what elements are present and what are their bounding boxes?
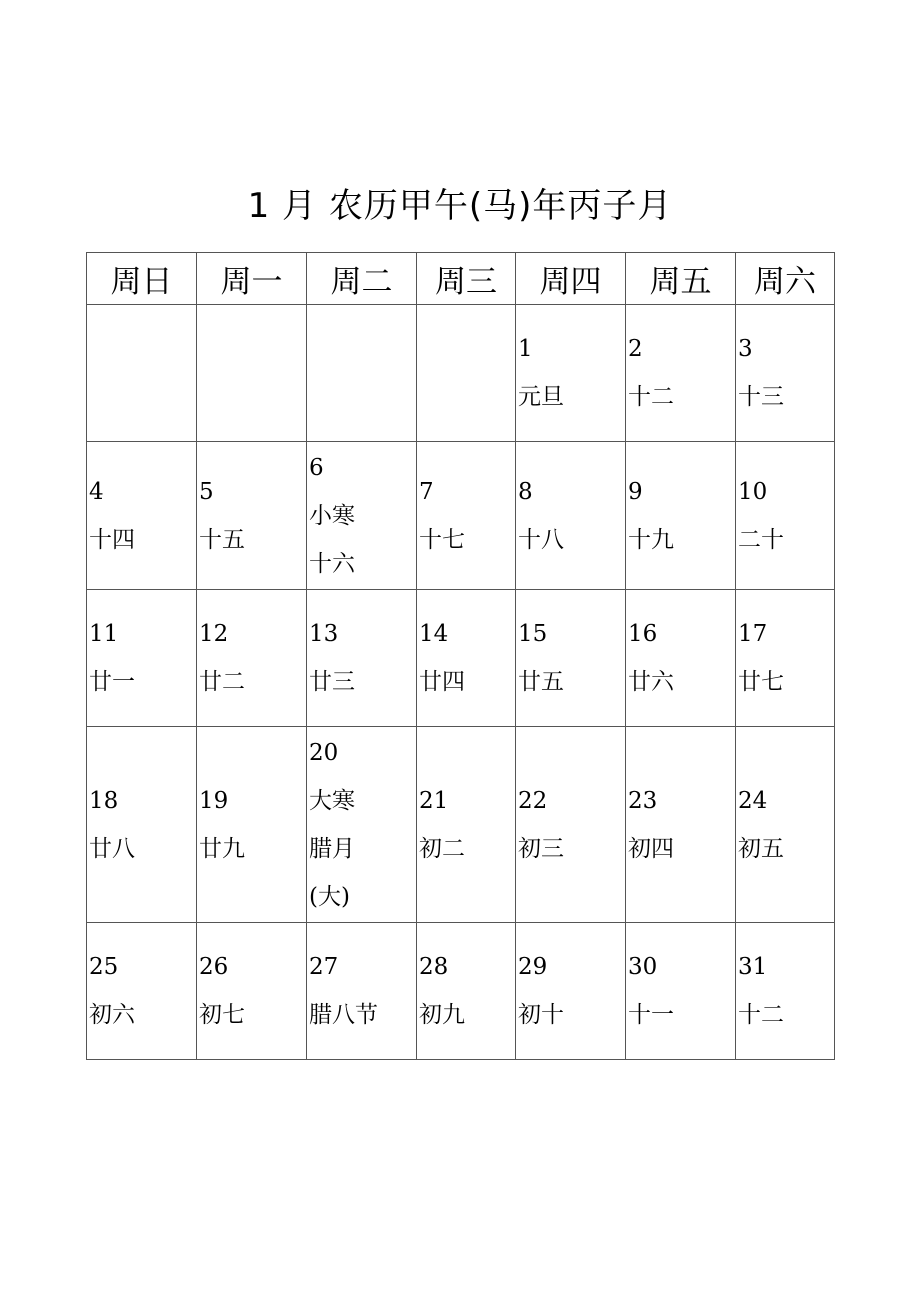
lunar-label: 廿二: [199, 669, 245, 695]
lunar-label: 十四: [89, 526, 135, 553]
week-row: [87, 305, 835, 442]
day-number: 1: [518, 336, 533, 362]
day-cell: [197, 590, 307, 727]
day-number: 14: [419, 621, 449, 647]
week-row: [87, 442, 835, 590]
lunar-label: 初四: [628, 835, 674, 862]
day-number: 6: [309, 454, 324, 481]
day-number: 16: [628, 621, 658, 647]
lunar-label: 十五: [199, 526, 245, 553]
day-cell: [307, 727, 417, 923]
day-number: 19: [199, 787, 229, 814]
lunar-label: 廿三: [309, 669, 355, 695]
day-cell: [197, 923, 307, 1060]
day-cell: [626, 590, 736, 727]
day-cell: [307, 590, 417, 727]
day-cell: [516, 923, 626, 1060]
day-number: 28: [419, 954, 449, 980]
lunar-label: 初九: [419, 1002, 465, 1028]
day-number: 31: [738, 954, 768, 980]
day-cell: [87, 305, 197, 442]
week-row: [87, 727, 835, 923]
lunar-label: 廿八: [89, 835, 135, 862]
day-cell: [197, 305, 307, 442]
lunar-label: 腊月: [309, 835, 355, 862]
lunar-label: 廿四: [419, 669, 465, 695]
day-number: 18: [89, 787, 119, 814]
lunar-label: 初五: [738, 835, 784, 862]
day-cell: [417, 442, 516, 590]
day-cell: [736, 923, 835, 1060]
day-number: 8: [518, 478, 533, 505]
lunar-label: 初六: [89, 1002, 135, 1028]
day-number: 15: [518, 621, 548, 647]
day-cell: [736, 442, 835, 590]
day-number: 27: [309, 954, 339, 980]
lunar-label: 十七: [419, 526, 465, 553]
day-cell: [516, 305, 626, 442]
weekday-header-thu: 周四: [516, 253, 626, 305]
lunar-label: 腊八节: [309, 1002, 378, 1028]
day-number: 13: [309, 621, 339, 647]
lunar-label: 廿一: [89, 669, 135, 695]
lunar-label: 二十: [738, 526, 784, 553]
day-cell: [417, 727, 516, 923]
lunar-label: 十二: [628, 384, 674, 410]
day-cell: [417, 590, 516, 727]
lunar-label: 大寒: [309, 787, 355, 814]
weekday-header-wed: 周三: [417, 253, 516, 305]
day-cell: [307, 305, 417, 442]
day-cell: [736, 305, 835, 442]
day-number: 9: [628, 478, 643, 505]
day-number: 5: [199, 478, 214, 505]
day-cell: [516, 590, 626, 727]
day-cell: [307, 923, 417, 1060]
day-cell: [626, 442, 736, 590]
lunar-label: 十八: [518, 526, 564, 553]
week-row: [87, 923, 835, 1060]
day-cell: [626, 727, 736, 923]
day-cell: [197, 442, 307, 590]
week-row: [87, 590, 835, 727]
lunar-label: 初七: [199, 1002, 245, 1028]
day-cell: [87, 442, 197, 590]
weekday-header-row: [87, 253, 835, 305]
day-cell: [87, 923, 197, 1060]
day-number: 26: [199, 954, 229, 980]
day-cell: [736, 590, 835, 727]
lunar-label: 十三: [738, 384, 784, 410]
lunar-label: 十九: [628, 526, 674, 553]
lunar-label: 小寒: [309, 502, 355, 529]
day-cell: [87, 727, 197, 923]
day-cell: [736, 727, 835, 923]
day-number: 2: [628, 336, 643, 362]
day-number: 23: [628, 787, 658, 814]
weekday-header-sun: 周日: [87, 253, 197, 305]
lunar-label: 廿七: [738, 669, 784, 695]
day-cell: [516, 442, 626, 590]
lunar-label: 初十: [518, 1002, 564, 1028]
lunar-label: 廿五: [518, 669, 564, 695]
lunar-label: 初二: [419, 835, 465, 862]
day-cell: [197, 727, 307, 923]
lunar-label: 初三: [518, 835, 564, 862]
day-cell: [626, 923, 736, 1060]
calendar-title: 1 月 农历甲午(马)年丙子月: [247, 186, 673, 226]
day-cell: [417, 923, 516, 1060]
lunar-label: 廿九: [199, 835, 245, 862]
day-number: 12: [199, 621, 229, 647]
lunar-label: 十六: [309, 550, 355, 577]
day-number: 3: [738, 336, 753, 362]
calendar-table: [86, 252, 835, 1060]
day-cell: [626, 305, 736, 442]
day-number: 4: [89, 478, 104, 505]
lunar-label: (大): [309, 883, 350, 910]
day-number: 10: [738, 478, 768, 505]
day-number: 11: [89, 621, 119, 647]
weekday-header-mon: 周一: [197, 253, 307, 305]
day-number: 7: [419, 478, 434, 505]
day-number: 30: [628, 954, 658, 980]
weekday-header-tue: 周二: [307, 253, 417, 305]
day-cell: [87, 590, 197, 727]
day-number: 24: [738, 787, 768, 814]
day-cell: [417, 305, 516, 442]
day-number: 21: [419, 787, 449, 814]
weekday-header-fri: 周五: [626, 253, 736, 305]
day-number: 25: [89, 954, 119, 980]
day-number: 17: [738, 621, 768, 647]
lunar-label: 元旦: [518, 384, 564, 410]
day-cell: [516, 727, 626, 923]
day-number: 20: [309, 739, 339, 766]
day-number: 22: [518, 787, 548, 814]
lunar-label: 廿六: [628, 669, 674, 695]
day-cell: [307, 442, 417, 590]
lunar-label: 十二: [738, 1002, 784, 1028]
weekday-header-sat: 周六: [736, 253, 835, 305]
day-number: 29: [518, 954, 548, 980]
lunar-label: 十一: [628, 1002, 674, 1028]
